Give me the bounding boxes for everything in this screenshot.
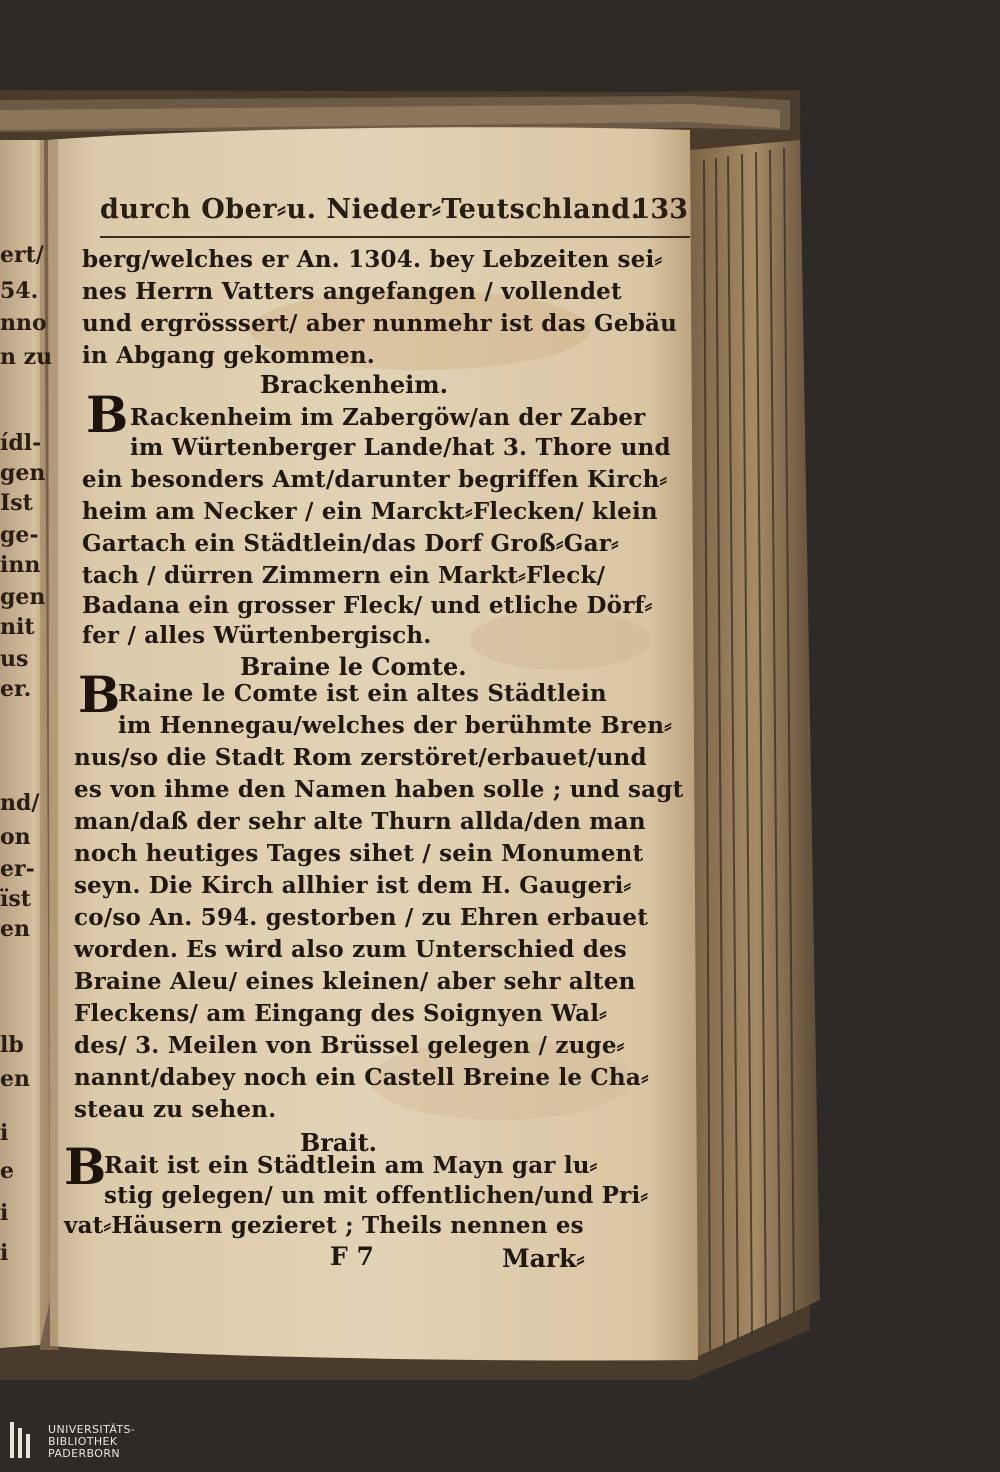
text-line: vat⸗Häusern gezieret ; Theils nennen es [64,1212,584,1239]
watermark-line: UNIVERSITÄTS- [48,1423,136,1436]
left-page-fragment-text: e [0,1158,14,1184]
text-line: Fleckens/ am Eingang des Soignyen Wal⸗ [74,1000,608,1027]
text-line: tach / dürren Zimmern ein Markt⸗Fleck/ [82,562,606,589]
text-line: heim am Necker / ein Marckt⸗Flecken/ klein [82,498,658,525]
running-head [100,192,690,238]
left-page-fragment-text: en [0,916,30,942]
text-line: in Abgang gekommen. [82,342,376,369]
page-number: 133 [631,194,688,225]
left-page-fragment-text: ert/ [0,242,44,268]
left-page-fragment-text: on [0,824,31,850]
text-line: Raine le Comte ist ein altes Städtlein [118,680,607,707]
text-line: nus/so die Stadt Rom zerstöret/erbauet/und [74,744,647,771]
text-line: nannt/dabey noch ein Castell Breine le Cha⸗ [74,1064,649,1091]
library-logo-icon [8,1420,38,1460]
left-page-fragment-text: ídl- [0,430,42,456]
section-heading: Braine le Comte. [240,652,467,681]
catchword: Mark⸗ [502,1244,585,1273]
text-line: man/daß der sehr alte Thurn allda/den man [74,808,646,835]
left-page-fragment-text: er. [0,676,32,702]
text-line: Badana ein grosser Fleck/ und etliche Dörf⸗ [82,592,653,619]
text-line: ein besonders Amt/darunter begriffen Kirch⸗ [82,466,668,493]
running-head-title: durch Ober⸗u. Nieder⸗Teutschland. [100,194,641,225]
left-page-fragment-text: ge- [0,522,39,548]
text-line: Braine Aleu/ eines kleinen/ aber sehr alten [74,968,636,995]
drop-cap: B [78,665,121,724]
signature-mark: F 7 [330,1242,374,1271]
left-page-fragment-text: n zu [0,344,53,370]
text-line: des/ 3. Meilen von Brüssel gelegen / zuge⸗ [74,1032,625,1059]
left-page-fragment-text: i [0,1120,9,1146]
text-line: seyn. Die Kirch allhier ist dem H. Gaugeri⸗ [74,872,632,899]
library-name [48,1424,135,1460]
left-page-fragment-text: nno [0,310,47,336]
left-page-fragment-text: i [0,1240,9,1266]
drop-cap: B [86,385,129,444]
left-page-fragment-text: 54. [0,278,39,304]
text-line: berg/welches er An. 1304. bey Lebzeiten sei⸗ [82,246,663,273]
text-line: worden. Es wird also zum Unterschied des [74,936,627,963]
section-heading: Brait. [300,1128,378,1157]
text-line: noch heutiges Tages sihet / sein Monument [74,840,644,867]
left-page-fragment-text: i [0,1200,9,1226]
left-page-fragment-text: inn [0,552,41,578]
left-page-fragment-text: en [0,1066,30,1092]
text-line: im Hennegau/welches der berühmte Bren⸗ [118,712,673,739]
text-line: Gartach ein Städtlein/das Dorf Groß⸗Gar⸗ [82,530,619,557]
text-line: steau zu sehen. [74,1096,277,1123]
text-line: nes Herrn Vatters angefangen / vollendet [82,278,622,305]
text-line: Rackenheim im Zabergöw/an der Zaber [130,404,646,431]
text-line: stig gelegen/ un mit offentlichen/und Pri⸗ [104,1182,649,1209]
text-line: es von ihme den Namen haben solle ; und sagt [74,776,684,803]
left-page-fragment-text: ïst [0,886,31,912]
text-line: co/so An. 594. gestorben / zu Ehren erbauet [74,904,649,931]
left-page-fragment-text: gen [0,584,46,610]
text-line: und ergrösssert/ aber nunmehr ist das Gebäu [82,310,678,337]
text-line: im Würtenberger Lande/hat 3. Thore und [130,434,671,461]
left-page-fragment-text: Ist [0,490,33,516]
watermark-line: PADERBORN [48,1447,121,1460]
left-page-fragment-text: us [0,646,29,672]
left-page-fragment-text: lb [0,1032,24,1058]
text-line: Rait ist ein Städtlein am Mayn gar lu⸗ [104,1152,598,1179]
left-page-fragment-text: nit [0,614,35,640]
left-page-fragment-text: er- [0,856,35,882]
section-heading: Brackenheim. [260,370,449,399]
book-page [60,140,700,1320]
drop-cap: B [64,1137,107,1196]
left-page-fragment-text: nd/ [0,790,40,816]
text-line: fer / alles Würtenbergisch. [82,622,432,649]
watermark-line: BIBLIOTHEK [48,1435,118,1448]
left-page-fragment-text: gen [0,460,46,486]
